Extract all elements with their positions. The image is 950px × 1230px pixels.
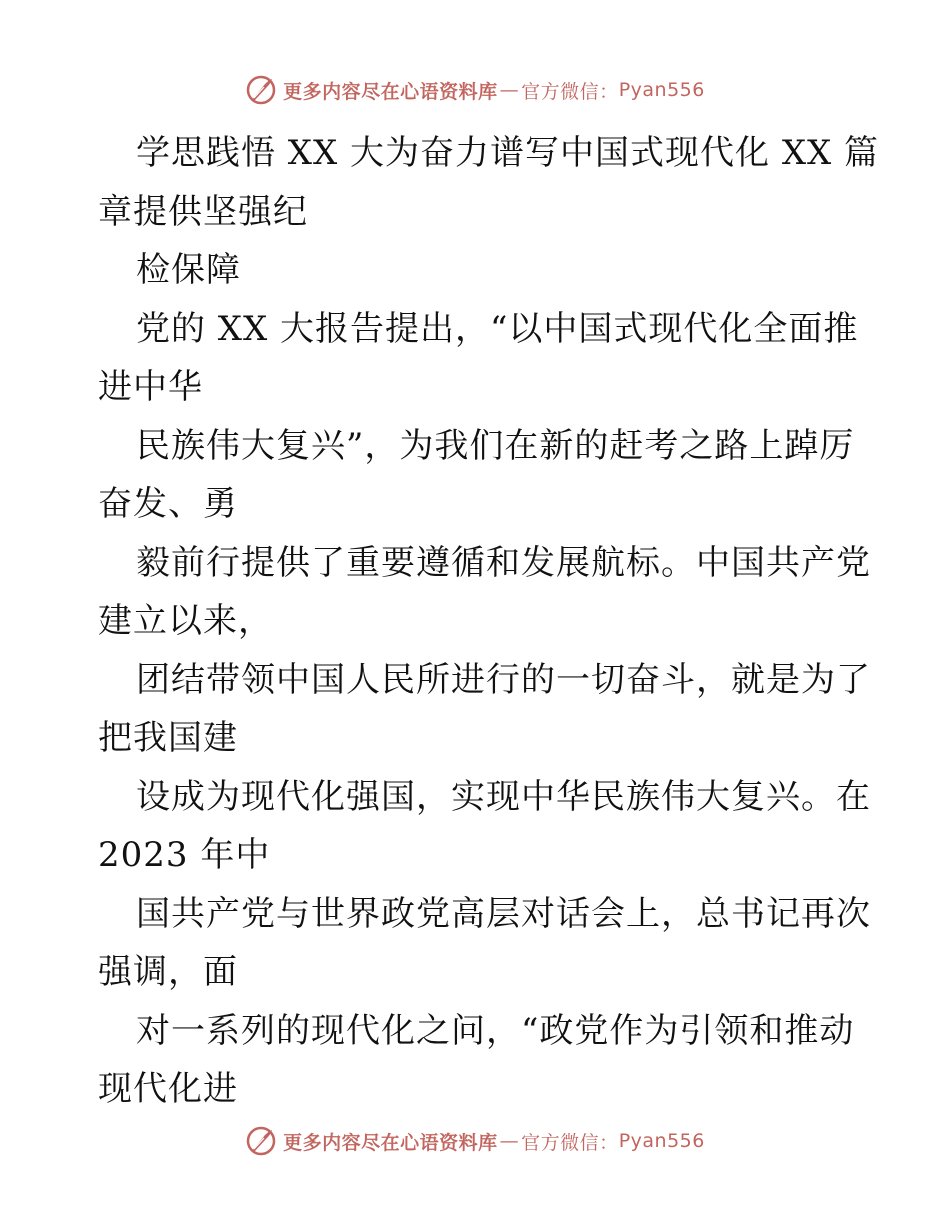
document-line: 设成为现代化强国，实现中华民族伟大复兴。在 — [136, 776, 871, 817]
document-line: 团结带领中国人民所进行的一切奋斗，就是为了 — [136, 659, 871, 700]
document-line: 学思践悟 XX 大为奋力谱写中国式现代化 XX 篇 — [136, 133, 880, 173]
document-line: 建立以来， — [98, 601, 273, 641]
watermark-contact-label: 官方微信： — [521, 1131, 619, 1154]
document-line: 民族伟大复兴”，为我们在新的赶考之路上踔厉 — [136, 425, 855, 466]
footer-watermark — [0, 1121, 950, 1161]
watermark-separator: — — [499, 79, 520, 101]
document-line: 毅前行提供了重要遵循和发展航标。中国共产党 — [136, 542, 871, 583]
document-line: 现代化进 — [98, 1069, 238, 1109]
document-line: 把我国建 — [98, 718, 238, 758]
watermark-contact-id: Pyan556 — [618, 79, 705, 101]
document-line: 2023 年中 — [98, 835, 271, 875]
quill-logo-icon — [245, 1125, 277, 1157]
watermark-text: 更多内容尽在心语资料库 — [283, 1131, 498, 1154]
document-line: 党的 XX 大报告提出，“以中国式现代化全面推 — [136, 308, 859, 349]
document-body — [98, 124, 880, 1119]
watermark-contact-label: 官方微信： — [521, 80, 619, 103]
document-line: 检保障 — [136, 250, 241, 290]
document-line: 进中华 — [98, 367, 203, 407]
document-line: 国共产党与世界政党高层对话会上，总书记再次 — [136, 893, 871, 934]
document-line: 章提供坚强纪 — [98, 191, 308, 232]
header-watermark — [0, 70, 950, 110]
document-line: 对一系列的现代化之问，“政党作为引领和推动 — [136, 1010, 855, 1051]
quill-logo-icon — [245, 74, 277, 106]
watermark-text: 更多内容尽在心语资料库 — [283, 80, 498, 103]
watermark-separator: — — [499, 1130, 520, 1152]
document-line: 奋发、勇 — [98, 484, 238, 524]
document-line: 强调，面 — [98, 952, 238, 992]
watermark-contact-id: Pyan556 — [618, 1130, 705, 1152]
